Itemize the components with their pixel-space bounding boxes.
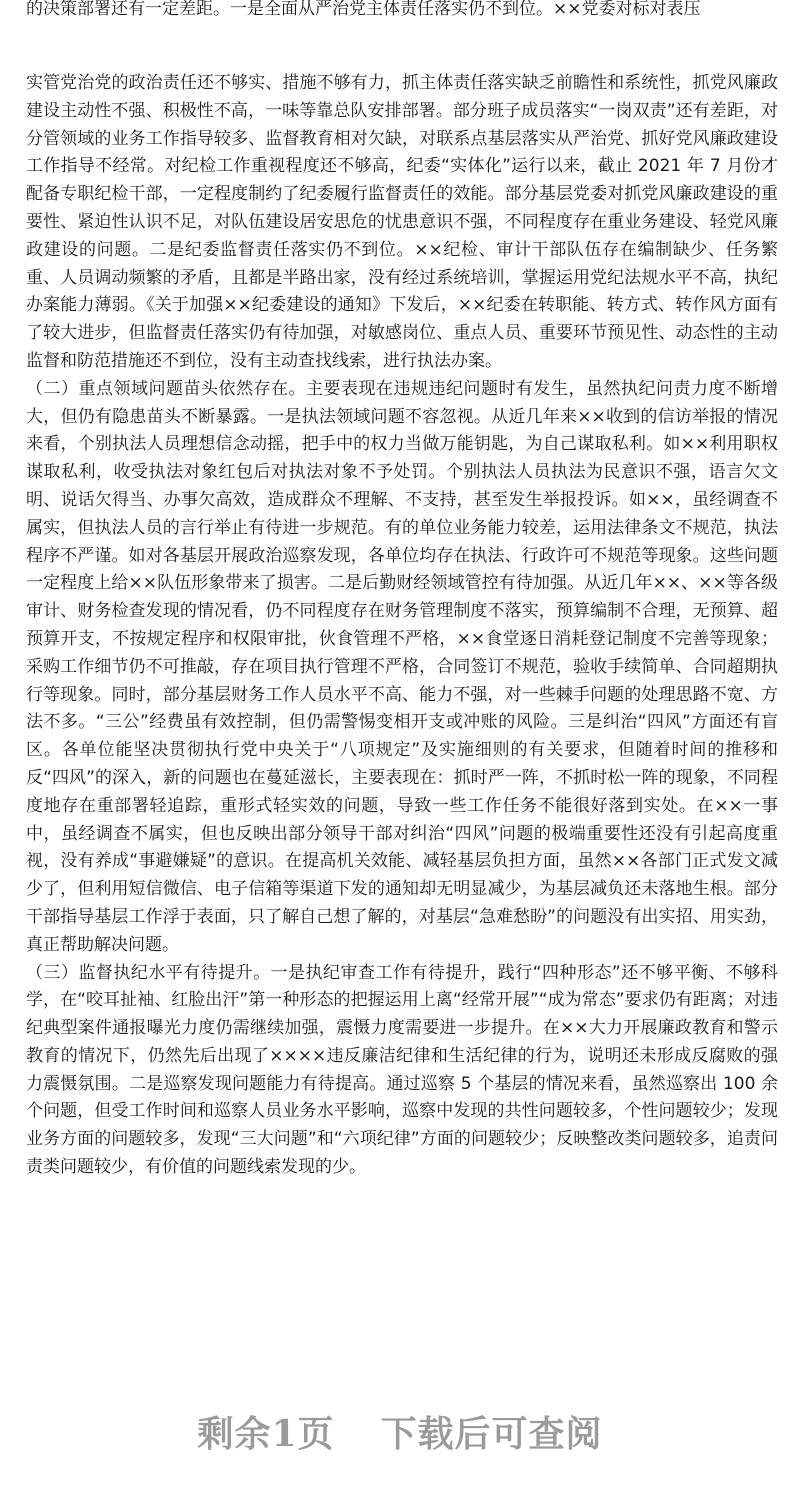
paragraph-key-areas: （二）重点领域问题苗头依然存在。主要表现在违规违纪问题时有发生，虽然执纪问责力度不断增大，但仍有隐患苗头不断暴露。一是执法领域问题不容忽视。从近几年来××收到的信访举报的情况来看，个别执法人员理想信念动摇，把手中的权力当做万能钥匙，为自己谋取私利。如××利用职权谋取私利，收受执法对象红包后对执法对象不予处罚。个别执法人员执法为民意识不强，语言欠文明、说话欠得当、办事欠高效，造成群众不理解、不支持，甚至发生举报投诉。如××，虽经调查不属实，但执法人员的言行举止有待进一步规范。有的单位业务能力较差，运用法律条文不规范，执法程序不严谨。如对各基层开展政治巡察发现，各单位均存在执法、行政许可不规范等现象。这些问题一定程度上给××队伍形象带来了损害。二是后勤财经领域管控有待加强。从近几年××、××等各级审计、财务检查发现的情况看，仍不同程度存在财务管理制度不落实，预算编制不合理，无预算、超预算开支，不按规定程序和权限审批，伙食管理不严格，××食堂逐日消耗登记制度不完善等现象；采购工作细节仍不可推敲，存在项目执行管理不严格，合同签订不规范，验收手续简单、合同超期执行等现象。同时，部分基层财务工作人员水平不高、能力不强，对一些棘手问题的处理思路不宽、方法不多。“三公”经费虽有效控制，但仍需警惕变相开支或冲账的风险。三是纠治“四风”方面还有盲区。各单位能坚决贯彻执行党中央关于“八项规定”及实施细则的有关要求，但随着时间的推移和反“四风”的深入，新的问题也在蔓延滋长，主要表现在：抓时严一阵，不抓时松一阵的现象，不同程度地存在重部署轻追踪，重形式轻实效的问题，导致一些工作任务不能很好落到实处。在××一事中，虽经调查不属实，但也反映出部分领导干部对纠治“四风”问题的极端重要性还没有引起高度重视，没有养成“事避嫌疑”的意识。在提高机关效能、减轻基层负担方面，虽然××各部门正式发文减少了，但利用短信微信、电子信箱等渠道下发的通知却无明显减少，为基层减负还未落地生根。部分干部指导基层工作浮于表面，只了解自己想了解的，对基层“急难愁盼”的问题没有出实招、用实劲，真正帮助解决问题。	[26, 378, 778, 955]
paragraph-party-responsibility: 实管党治党的政治责任还不够实、措施不够有力，抓主体责任落实缺乏前瞻性和系统性，抓党风廉政建设主动性不强、积极性不高，一味等靠总队安排部署。部分班子成员落实“一岗双责”还有差距，对分管领域的业务工作指导较多、监督教育相对欠缺，对联系点基层落实从严治党、抓好党风廉政建设工作指导不经常。对纪检工作重视程度还不够高，纪委“实体化”运行以来，截止 2021 年 7 月份才配备专职纪检干部，一定程度制约了纪委履行监督责任的效能。部分基层党委对抓党风廉政建设的重要性、紧迫性认识不足，对队伍建设居安思危的忧患意识不强，不同程度存在重业务建设、轻党风廉政建设的问题。二是纪委监督责任落实仍不到位。××纪检、审计干部队伍存在编制缺少、任务繁重、人员调动频繁的矛盾，且都是半路出家，没有经过系统培训，掌握运用党纪法规水平不高，执纪办案能力薄弱。《关于加强××纪委建设的通知》下发后，××纪委在转职能、转方式、转作风方面有了较大进步，但监督责任落实仍有待加强，对敏感岗位、重点人员、重要环节预见性、动态性的主动监督和防范措施还不到位，没有主动查找线索，进行执法办案。	[26, 73, 778, 371]
download-prompt-banner[interactable]	[0, 1406, 800, 1457]
download-to-view-label: 下载后可查阅	[380, 1413, 603, 1455]
remaining-pages-label: 剩余1页	[197, 1413, 335, 1455]
top-text-fragment: 的决策部署还有一定差距。一是全面从严治党主体责任落实仍不到位。××党委对标对表压	[26, 0, 701, 19]
document-body	[26, 70, 778, 1182]
paragraph-supervision: （三）监督执纪水平有待提升。一是执纪审查工作有待提升，践行“四种形态”还不够平衡、不够科学，在“咬耳扯袖、红脸出汗”第一种形态的把握运用上离“经常开展”“成为常态”要求仍有距离；对违纪典型案件通报曝光力度仍需继续加强，震慑力度需要进一步提升。在××大力开展廉政教育和警示教育的情况下，仍然先后出现了××××违反廉洁纪律和生活纪律的行为，说明还未形成反腐败的强力震慑氛围。二是巡察发现问题能力有待提高。通过巡察 5 个基层的情况来看，虽然巡察出 100 余个问题，但受工作时间和巡察人员业务水平影响，巡察中发现的共性问题较多，个性问题较少；发现业务方面的问题较多，发现“三大问题”和“六项纪律”方面的问题较少；反映整改类问题较多，追责问责类问题较少，有价值的问题线索发现的少。	[26, 962, 778, 1178]
